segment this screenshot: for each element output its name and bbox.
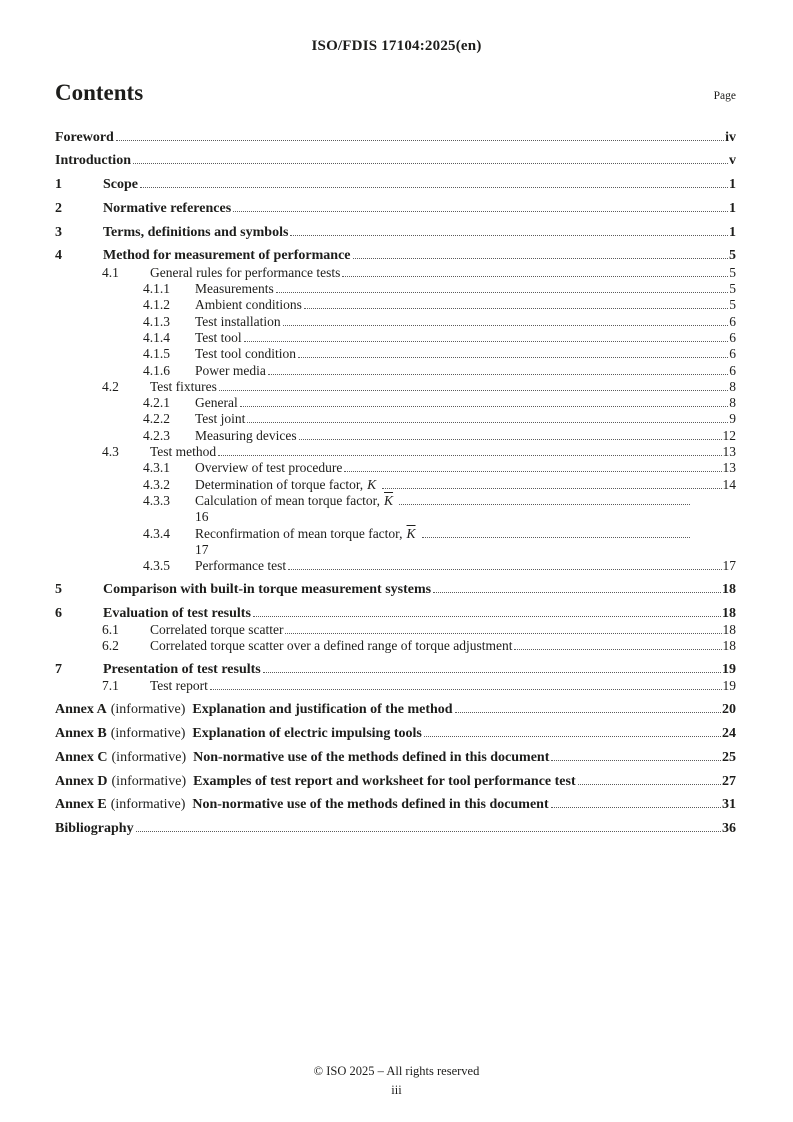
toc-entry-qualifier: (informative) — [111, 773, 187, 789]
toc-entry-label: Test report — [150, 678, 208, 694]
toc-entry-page: 19 — [722, 678, 736, 694]
mean-torque-factor-symbol: $\overline{K}$ — [406, 525, 416, 541]
toc-entry-page: 1 — [729, 224, 736, 240]
toc-entry-label: Test tool — [195, 329, 242, 345]
dot-leader — [342, 272, 728, 277]
toc-entry[interactable] — [55, 248, 736, 264]
dot-leader — [304, 304, 728, 309]
toc-entry-page-wrapped[interactable] — [55, 542, 736, 558]
toc-entry-page: 36 — [722, 821, 736, 837]
toc-entry-number: 1 — [55, 177, 62, 193]
toc-entry-label: Presentation of test results — [103, 662, 261, 678]
dot-leader — [285, 629, 721, 634]
toc-entry-label: Power media — [195, 362, 266, 378]
dot-leader — [233, 207, 728, 212]
toc-entry-label: Measuring devices — [195, 427, 297, 443]
toc-entry-number: 4.2.2 — [143, 411, 170, 427]
copyright-notice: © ISO 2025 – All rights reserved — [313, 1064, 480, 1078]
dot-leader — [116, 136, 724, 141]
toc-entry-label: Scope — [103, 177, 138, 193]
toc-entry[interactable] — [55, 314, 736, 330]
toc-entry[interactable] — [55, 428, 736, 444]
toc-entry-qualifier: (informative) — [110, 797, 186, 813]
toc-entry-page: 14 — [722, 476, 736, 492]
toc-entry-page: 9 — [729, 411, 736, 427]
toc-entry-number: 4.2.1 — [143, 395, 170, 411]
dot-leader — [514, 645, 721, 650]
toc-entry[interactable] — [55, 330, 736, 346]
toc-entry-number: 4.3.3 — [143, 492, 170, 508]
toc-entry-page: 18 — [722, 581, 736, 597]
toc-entry-label: Test installation — [195, 313, 281, 329]
toc-entry-page: 12 — [722, 427, 736, 443]
toc-entry-number: 4.1 — [102, 264, 119, 280]
dot-leader — [240, 402, 729, 407]
toc-entry-page: 8 — [729, 378, 736, 394]
dot-leader — [268, 370, 728, 375]
page-column-label: Page — [713, 90, 736, 102]
toc-entry-number: Annex C — [55, 749, 108, 765]
toc-entry-number: 4.2.3 — [143, 427, 170, 443]
toc-entry[interactable] — [55, 130, 736, 146]
mean-torque-factor-symbol: $\overline{K}$ — [384, 492, 394, 508]
toc-entry-page: 16 — [195, 509, 209, 525]
dot-leader — [353, 254, 728, 259]
toc-entry-number: 6 — [55, 605, 62, 621]
toc-entry-number: 7.1 — [102, 678, 119, 694]
toc-entry[interactable] — [55, 526, 736, 542]
toc-entry-number: 4.1.5 — [143, 346, 170, 362]
toc-entry[interactable] — [55, 363, 736, 379]
toc-entry-page: 20 — [722, 702, 736, 718]
folio-page-number: iii — [391, 1083, 402, 1097]
toc-entry-label: Correlated torque scatter over a defined range of torque adjustment — [150, 638, 513, 654]
toc-entry-label: Introduction — [55, 153, 131, 169]
toc-entry-label: Test joint — [195, 411, 246, 427]
toc-entry-label: Calculation of mean torque factor, — [195, 492, 381, 508]
toc-entry-page: 5 — [729, 297, 736, 313]
toc-entry[interactable] — [55, 395, 736, 411]
toc-entry[interactable] — [55, 379, 736, 395]
toc-entry-label: Foreword — [55, 129, 114, 145]
dot-leader — [578, 780, 721, 785]
toc-entry[interactable] — [55, 606, 736, 622]
toc-entry-page: 31 — [722, 797, 736, 813]
toc-entry-number: 6.2 — [102, 638, 119, 654]
dot-leader — [218, 451, 721, 456]
toc-entry-page: 24 — [722, 726, 736, 741]
toc-entry-page: 1 — [729, 200, 736, 216]
toc-entry[interactable] — [55, 297, 736, 313]
toc-entry[interactable] — [55, 281, 736, 297]
dot-leader — [288, 565, 721, 570]
toc-entry-label: Bibliography — [55, 821, 134, 837]
toc-entry-label: Comparison with built-in torque measurement systems — [103, 581, 432, 597]
toc-entry[interactable] — [55, 444, 736, 460]
toc-entry-number: 4.1.1 — [143, 281, 170, 297]
toc-entry[interactable] — [55, 662, 736, 678]
dot-leader — [263, 668, 721, 673]
toc-entry[interactable] — [55, 821, 736, 837]
dot-leader — [298, 353, 728, 358]
toc-entry[interactable] — [55, 411, 736, 427]
dot-leader — [140, 183, 728, 188]
toc-entry-number: 4.3.4 — [143, 525, 170, 541]
dot-leader — [219, 386, 728, 391]
toc-entry-number: 4.1.6 — [143, 362, 170, 378]
toc-entry-page: 1 — [729, 177, 736, 193]
toc-entry-label: Non-normative use of the methods defined in this document — [192, 797, 549, 813]
toc-entry-page: 17 — [195, 541, 209, 557]
toc-entry-label: General rules for performance tests — [150, 264, 341, 280]
toc-entry[interactable] — [55, 638, 736, 654]
toc-entry-page: 19 — [722, 662, 736, 678]
toc-entry-page: 5 — [729, 248, 736, 264]
dot-leader — [283, 321, 729, 326]
toc-entry-label: Non-normative use of the methods defined in this document — [193, 749, 550, 765]
toc-entry[interactable] — [55, 460, 736, 476]
contents-header — [55, 80, 736, 106]
dot-leader — [136, 827, 721, 832]
toc-entry-label: Test fixtures — [150, 378, 217, 394]
dot-leader — [253, 612, 721, 617]
toc-entry-page: 18 — [722, 638, 736, 654]
toc-entry[interactable] — [55, 797, 736, 813]
toc-entry-number: Annex D — [55, 773, 108, 789]
dot-leader — [133, 159, 728, 164]
dot-leader — [244, 337, 729, 342]
toc-entry-label: Performance test — [195, 558, 287, 574]
toc-entry-label: General — [195, 395, 238, 411]
toc-entry[interactable] — [55, 558, 736, 574]
toc-entry-number: 7 — [55, 662, 62, 678]
dot-leader — [455, 708, 721, 713]
dot-leader — [290, 231, 728, 236]
dot-leader — [551, 803, 721, 808]
dot-leader — [382, 484, 721, 489]
toc-entry-page: 6 — [729, 329, 736, 345]
toc-entry-number: Annex B — [55, 726, 107, 741]
page-title: Contents — [55, 80, 144, 105]
toc-entry[interactable] — [55, 582, 736, 598]
torque-factor-symbol: K — [367, 476, 377, 492]
toc-entry-qualifier: (informative) — [110, 702, 186, 718]
toc-entry-number: 4.1.4 — [143, 329, 170, 345]
toc-entry[interactable] — [55, 750, 736, 766]
toc-entry[interactable] — [55, 177, 736, 193]
toc-entry-number: 6.1 — [102, 622, 119, 638]
toc-entry-page: 5 — [729, 281, 736, 297]
dot-leader — [551, 756, 721, 761]
toc-entry[interactable] — [55, 477, 736, 493]
toc-entry-page: 13 — [722, 460, 736, 476]
toc-entry-number: 4.3 — [102, 444, 119, 460]
toc-entry-number: 3 — [55, 224, 62, 240]
toc-entry-page: 13 — [722, 444, 736, 460]
dot-leader — [344, 467, 721, 472]
toc-entry-page: 5 — [729, 264, 736, 280]
toc-entry-number: Annex A — [55, 702, 107, 718]
toc-entry[interactable] — [55, 225, 736, 241]
toc-entry-label: Examples of test report and worksheet for tool performance test — [193, 773, 576, 789]
toc-entry-label: Determination of torque factor, — [195, 476, 364, 492]
toc-entry[interactable] — [55, 726, 736, 742]
toc-entry-number: 2 — [55, 200, 62, 216]
toc-entry-qualifier: (informative) — [110, 726, 186, 741]
toc-entry-number: 4.1.3 — [143, 313, 170, 329]
toc-entry-qualifier: (informative) — [111, 749, 187, 765]
table-of-contents — [55, 122, 736, 837]
dot-leader — [299, 435, 722, 440]
toc-entry-label: Test method — [150, 444, 217, 460]
toc-entry-label: Test tool condition — [195, 346, 297, 362]
toc-entry-number: 4.2 — [102, 378, 119, 394]
dot-leader — [247, 418, 728, 423]
toc-entry-label: Measurements — [195, 281, 274, 297]
toc-entry-label: Ambient conditions — [195, 297, 302, 313]
toc-entry-page: 17 — [722, 558, 736, 574]
toc-entry-page: 25 — [722, 749, 736, 765]
toc-entry[interactable] — [55, 265, 736, 281]
document-reference-header: ISO/FDIS 17104:2025(en) — [311, 38, 482, 54]
toc-entry[interactable] — [55, 153, 736, 169]
toc-entry-page: 27 — [722, 773, 736, 789]
toc-entry-page: v — [729, 153, 736, 169]
dot-leader — [433, 588, 721, 593]
toc-entry[interactable] — [55, 493, 736, 509]
toc-entry-label: Explanation and justification of the method — [192, 702, 453, 718]
toc-entry-number: 4.3.5 — [143, 558, 170, 574]
toc-entry-label: Method for measurement of performance — [103, 248, 351, 264]
toc-entry-page: iv — [725, 129, 736, 145]
dot-leader — [210, 685, 722, 690]
toc-entry[interactable] — [55, 346, 736, 362]
toc-entry-page: 18 — [722, 622, 736, 638]
toc-entry[interactable] — [55, 774, 736, 790]
toc-entry-page: 18 — [722, 605, 736, 621]
toc-entry-number: 5 — [55, 581, 62, 597]
toc-entry-label: Evaluation of test results — [103, 605, 251, 621]
toc-entry-label: Explanation of electric impulsing tools — [192, 726, 422, 741]
toc-entry-page: 6 — [729, 362, 736, 378]
toc-entry-label: Reconfirmation of mean torque factor, — [195, 525, 403, 541]
toc-entry-page: 6 — [729, 313, 736, 329]
toc-entry-page-wrapped[interactable] — [55, 509, 736, 525]
toc-entry-label: Correlated torque scatter — [150, 622, 284, 638]
toc-entry-label: Overview of test procedure — [195, 460, 343, 476]
toc-entry-number: 4.1.2 — [143, 297, 170, 313]
toc-entry-number: 4.3.1 — [143, 460, 170, 476]
toc-entry[interactable] — [55, 622, 736, 638]
dot-leader — [399, 500, 690, 505]
toc-entry-number: Annex E — [55, 797, 107, 813]
toc-entry-label: Normative references — [103, 200, 232, 216]
dot-leader — [422, 533, 690, 538]
toc-entry-number: 4.3.2 — [143, 476, 170, 492]
dot-leader — [424, 732, 721, 737]
toc-entry[interactable] — [55, 678, 736, 694]
page-footer — [0, 1062, 793, 1100]
toc-entry-number: 4 — [55, 248, 62, 264]
toc-entry[interactable] — [55, 201, 736, 217]
toc-entry-label: Terms, definitions and symbols — [103, 224, 289, 240]
toc-entry[interactable] — [55, 702, 736, 718]
toc-entry-page: 6 — [729, 346, 736, 362]
dot-leader — [276, 288, 729, 293]
toc-entry-page: 8 — [729, 395, 736, 411]
